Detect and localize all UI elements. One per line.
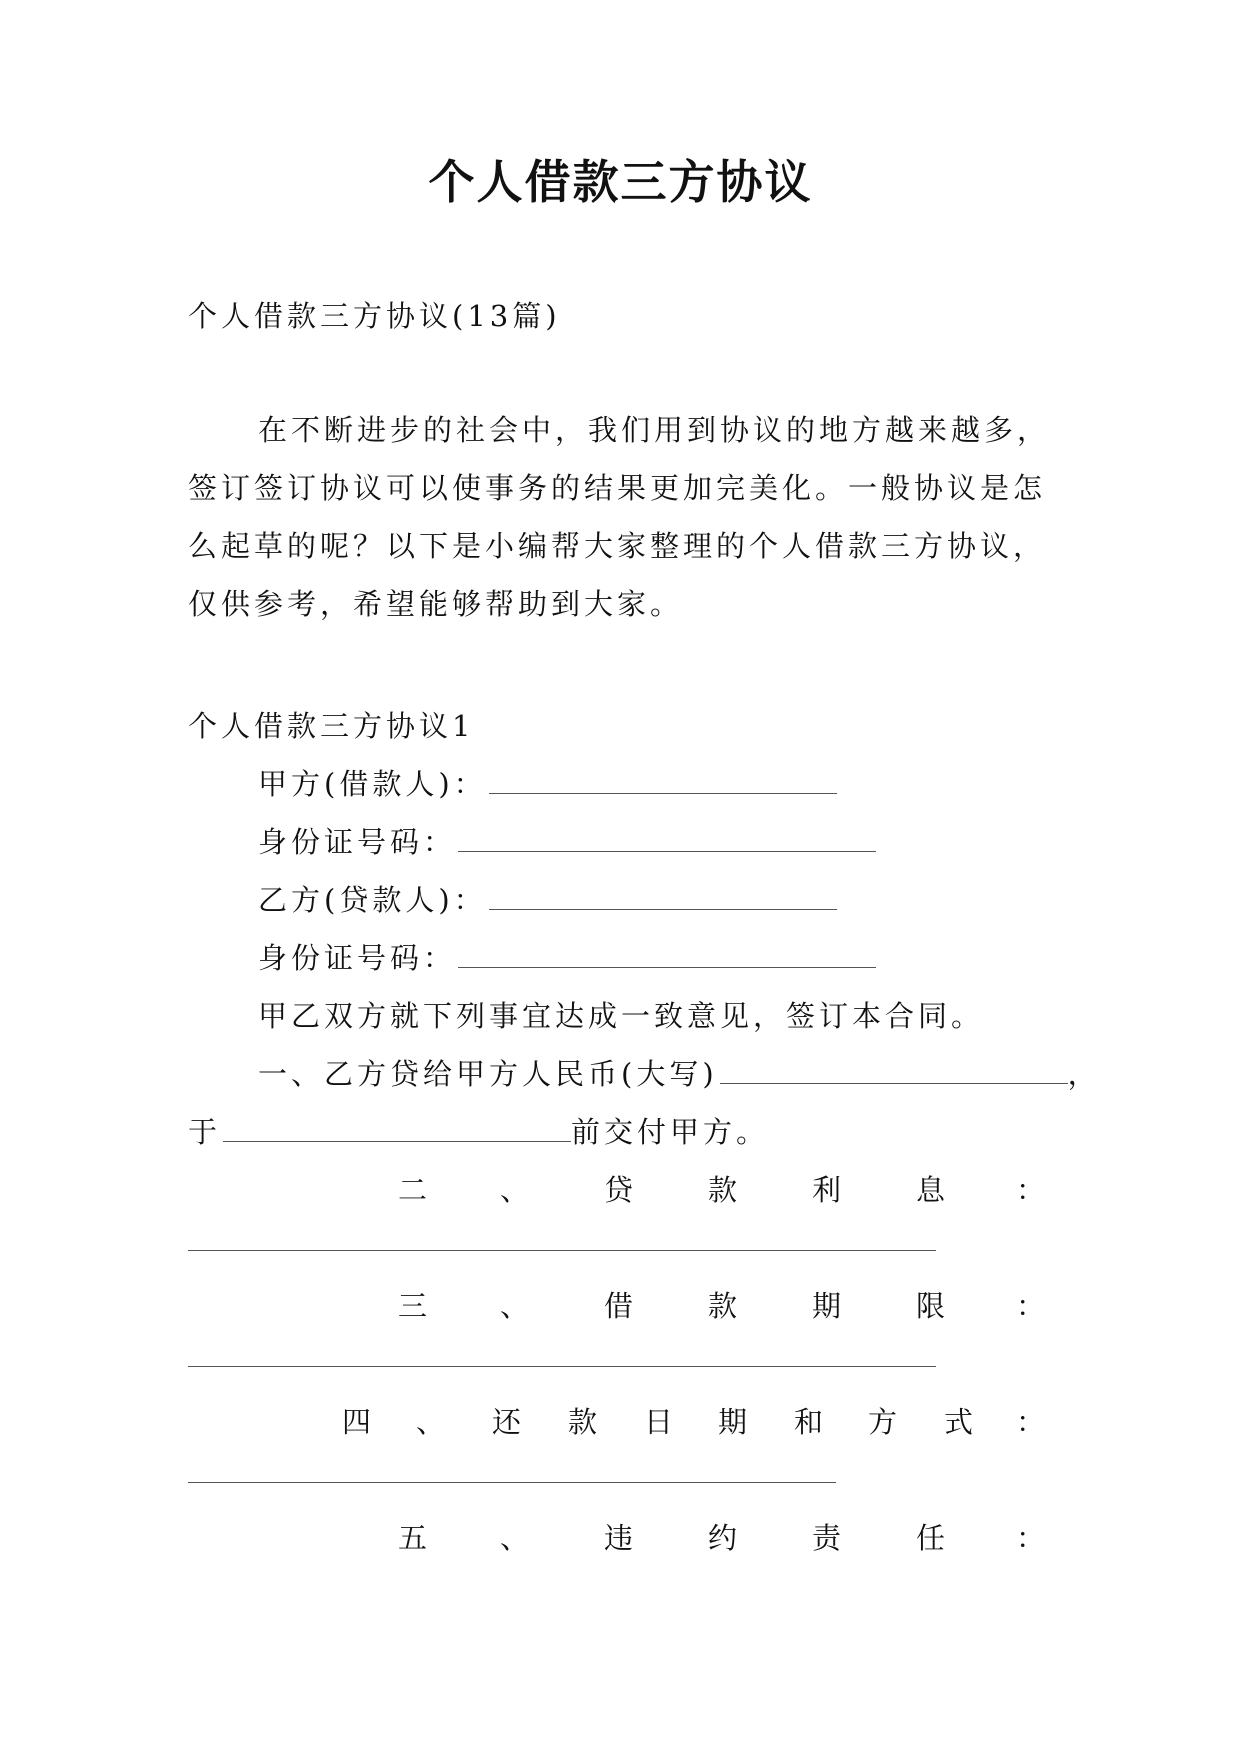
clause-3-blank[interactable] xyxy=(188,1366,936,1367)
intro-line: 签订签订协议可以使事务的结果更加完美化。一般协议是怎 xyxy=(188,471,1047,505)
clause-2-char: 二 xyxy=(398,1173,428,1207)
party-a-label: 甲方(借款人)： xyxy=(258,767,487,801)
clause-4-char: 还 xyxy=(492,1405,522,1439)
clause-5-heading xyxy=(0,1518,1241,1558)
party-b-label: 乙方(贷款人)： xyxy=(258,883,487,917)
clause-3-heading xyxy=(0,1286,1241,1326)
clause-4-char: 方 xyxy=(868,1405,898,1439)
clause-2-char: 贷 xyxy=(604,1173,634,1207)
party-b-blank[interactable] xyxy=(489,887,837,910)
party-a-field xyxy=(258,764,837,804)
clause-3-char: 借 xyxy=(604,1289,634,1323)
clause-2-char: 息 xyxy=(916,1173,946,1207)
clause-4-blank[interactable] xyxy=(188,1482,836,1483)
clause-3-char: 期 xyxy=(812,1289,842,1323)
clause-1 xyxy=(258,1054,1101,1094)
clause-2-char: 、 xyxy=(500,1173,530,1207)
clause-2-blank[interactable] xyxy=(188,1250,936,1251)
amount-blank[interactable] xyxy=(720,1061,1068,1084)
clause-2-char: ： xyxy=(1016,1173,1046,1207)
clause-4-char: 和 xyxy=(794,1405,824,1439)
clause-3-char: ： xyxy=(1016,1289,1046,1323)
id-a-blank[interactable] xyxy=(458,829,876,852)
clause-2-heading xyxy=(0,1170,1241,1210)
clause-5-char: 任 xyxy=(916,1521,946,1555)
agreement-line: 甲乙双方就下列事宜达成一致意见，签订本合同。 xyxy=(258,999,985,1033)
clause-3-char: 三 xyxy=(398,1289,428,1323)
clause-3-char: 、 xyxy=(500,1289,530,1323)
id-a-field xyxy=(258,822,876,862)
clause-5-char: 、 xyxy=(500,1521,530,1555)
clause-5-char: 约 xyxy=(708,1521,738,1555)
party-b-field xyxy=(258,880,837,920)
clause-1-line-2 xyxy=(188,1112,769,1152)
id-a-label: 身份证号码： xyxy=(258,825,457,859)
intro-line: 在不断进步的社会中，我们用到协议的地方越来越多， xyxy=(258,413,1051,447)
clause-5-char: 违 xyxy=(604,1521,634,1555)
clause-5-char: 责 xyxy=(812,1521,842,1555)
clause-5-char: ： xyxy=(1016,1521,1046,1555)
clause-3-char: 款 xyxy=(708,1289,738,1323)
section-heading: 个人借款三方协议1 xyxy=(188,709,475,743)
id-b-field xyxy=(258,938,876,978)
clause-4-char: 、 xyxy=(416,1405,446,1439)
clause-2-char: 利 xyxy=(812,1173,842,1207)
intro-line: 么起草的呢？以下是小编帮大家整理的个人借款三方协议， xyxy=(188,529,1047,563)
clause-4-heading xyxy=(0,1402,1241,1442)
clause-1-prefix: 一、乙方贷给甲方人民币(大写) xyxy=(258,1057,718,1091)
id-b-blank[interactable] xyxy=(458,945,876,968)
date-blank[interactable] xyxy=(223,1119,571,1142)
document-subtitle: 个人借款三方协议(13篇) xyxy=(188,299,561,333)
document-title: 个人借款三方协议 xyxy=(428,155,813,209)
clause-3-char: 限 xyxy=(916,1289,946,1323)
clause-4-char: 式 xyxy=(944,1405,974,1439)
intro-line: 仅供参考，希望能够帮助到大家。 xyxy=(188,587,684,621)
clause-4-char: 日 xyxy=(644,1405,674,1439)
id-b-label: 身份证号码： xyxy=(258,941,457,975)
clause-2-char: 款 xyxy=(708,1173,738,1207)
clause-5-char: 五 xyxy=(398,1521,428,1555)
clause-1-comma: ， xyxy=(1067,1057,1101,1091)
clause-4-char: 期 xyxy=(718,1405,748,1439)
clause-1-line-2-prefix: 于 xyxy=(188,1115,222,1149)
party-a-blank[interactable] xyxy=(489,771,837,794)
clause-4-char: 款 xyxy=(568,1405,598,1439)
clause-4-char: ： xyxy=(1016,1405,1046,1439)
clause-1-line-2-suffix: 前交付甲方。 xyxy=(571,1115,770,1149)
clause-4-char: 四 xyxy=(342,1405,372,1439)
